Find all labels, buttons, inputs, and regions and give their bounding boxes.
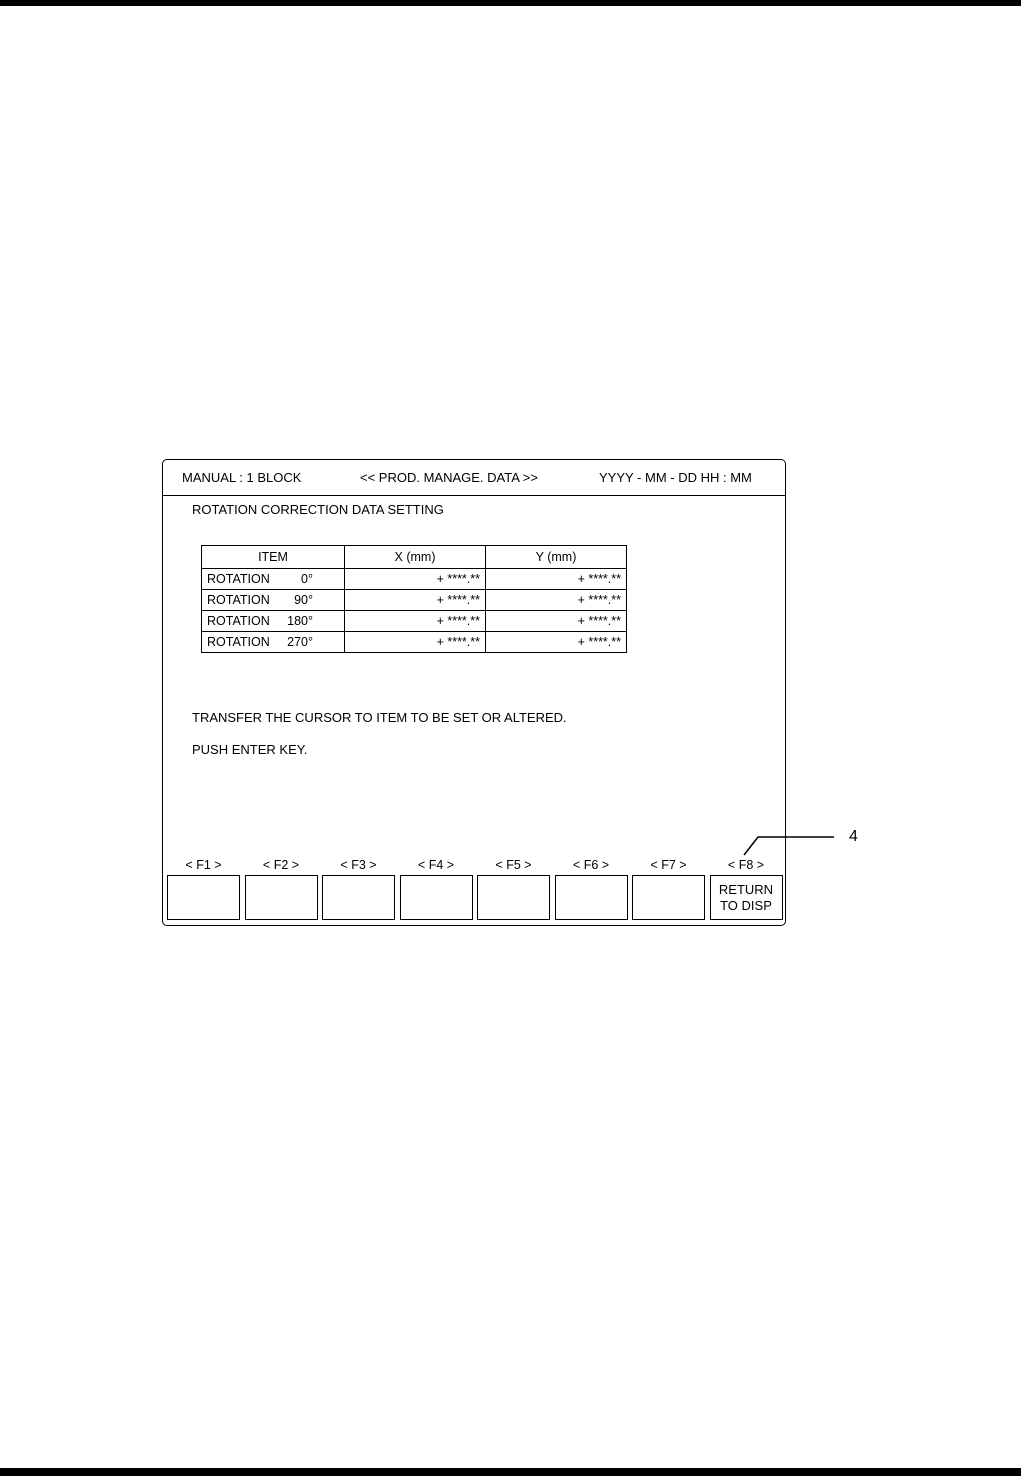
row-item[interactable]: ROTATION 0° [202,569,345,590]
x-value-cell[interactable]: + ****.** [345,611,486,632]
f1-key-label: < F1 > [185,858,222,872]
f6-key-label: < F6 > [572,858,610,872]
x-value-cell[interactable]: + ****.** [345,590,486,611]
screen-header-title: << PROD. MANAGE. DATA >> [360,470,538,485]
y-value-cell[interactable]: + ****.** [486,611,627,632]
page-title: ROTATION CORRECTION DATA SETTING [192,502,444,517]
y-value-cell[interactable]: + ****.** [486,590,627,611]
return-to-disp-button[interactable]: RETURN TO DISP [710,875,783,920]
f4-key-label: < F4 > [417,858,455,872]
y-value-cell[interactable]: + ****.** [486,632,627,653]
column-header-item: ITEM [202,546,345,569]
row-item[interactable]: ROTATION 270° [202,632,345,653]
column-header-y: Y (mm) [486,546,627,569]
x-value-cell[interactable]: + ****.** [345,569,486,590]
row-item[interactable]: ROTATION 180° [202,611,345,632]
f7-key-label: < F7 > [650,858,687,872]
mode-label: MANUAL : 1 BLOCK [182,470,302,485]
column-header-x: X (mm) [345,546,486,569]
f2-key-label: < F2 > [262,858,300,872]
datetime-label: YYYY - MM - DD HH : MM [599,470,752,485]
f3-key-label: < F3 > [340,858,377,872]
instruction-message: TRANSFER THE CURSOR TO ITEM TO BE SET OR ALTERED. [192,710,567,725]
f5-key-label: < F5 > [495,858,532,872]
bottom-rule [0,1468,1021,1476]
y-value-cell[interactable]: + ****.** [486,569,627,590]
x-value-cell[interactable]: + ****.** [345,632,486,653]
row-item[interactable]: ROTATION 90° [202,590,345,611]
enter-key-message: PUSH ENTER KEY. [192,742,308,757]
callout-number: 4 [849,828,858,845]
f8-key-label: < F8 > [727,858,765,872]
